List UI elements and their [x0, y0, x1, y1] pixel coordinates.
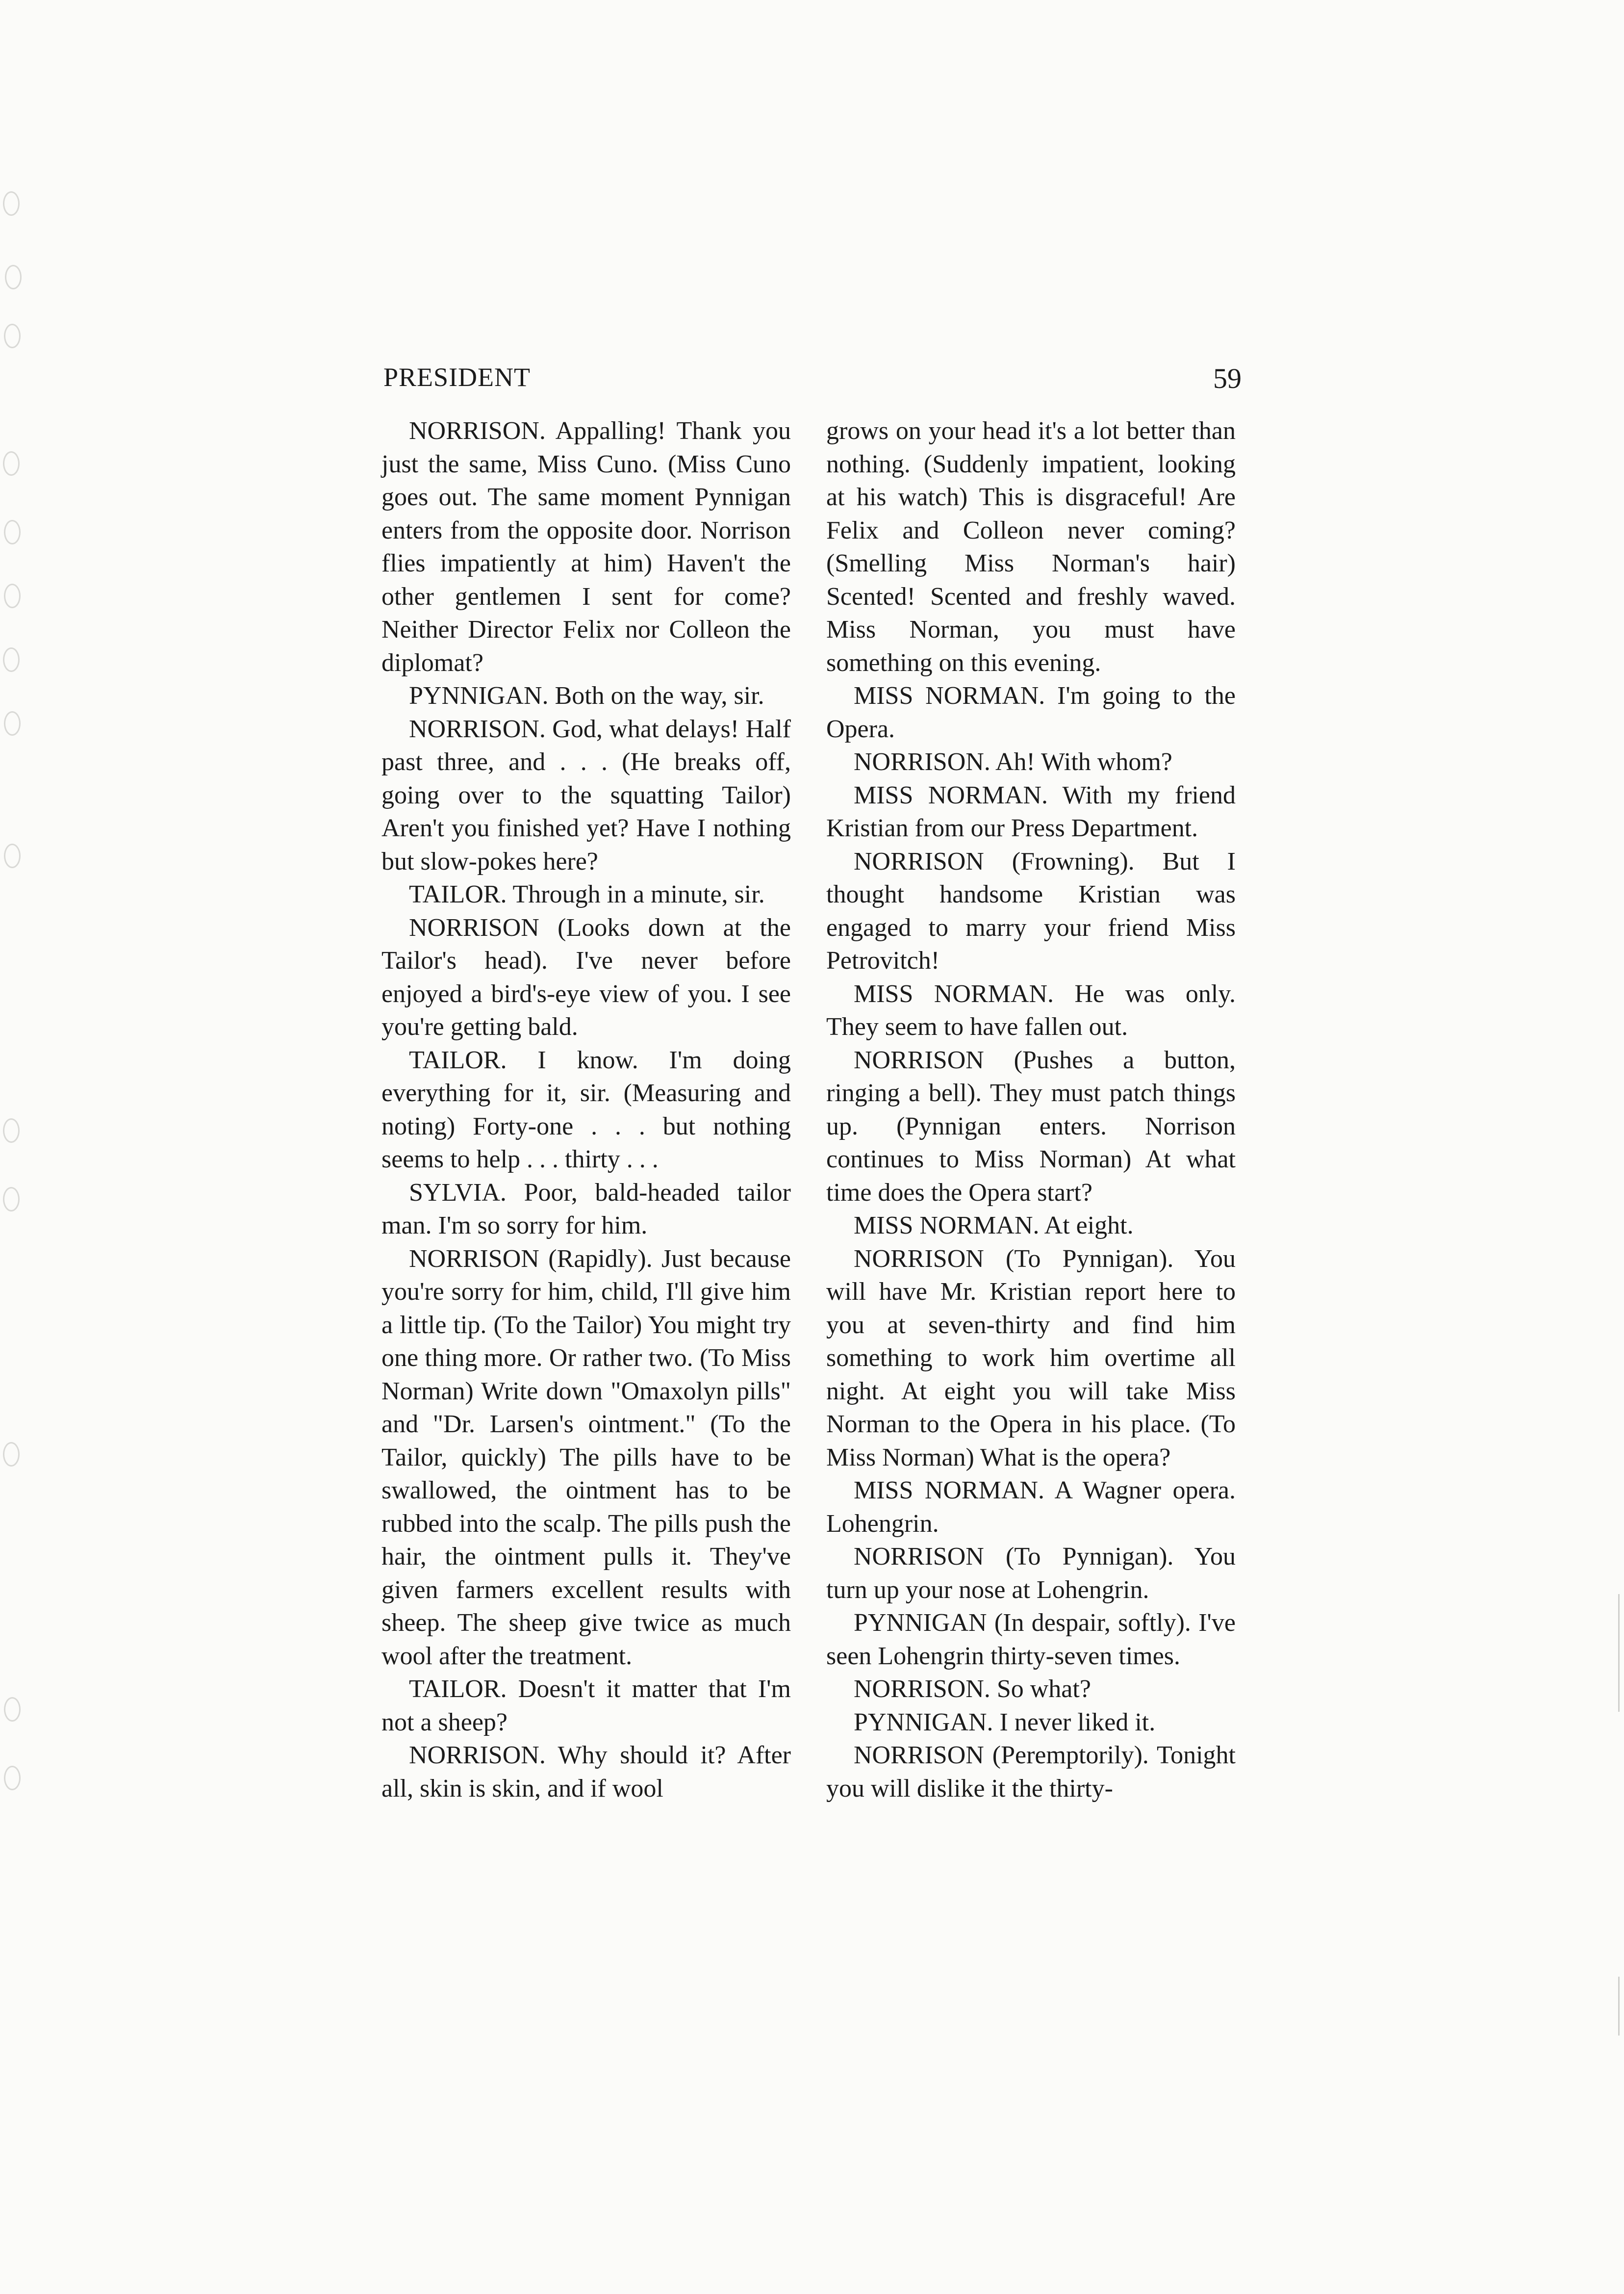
running-head-title: PRESIDENT	[383, 362, 531, 392]
page-edge-line	[1618, 1977, 1620, 2036]
binding-hole-mark	[4, 1766, 21, 1790]
binding-hole-mark	[3, 451, 20, 476]
binding-hole-mark	[4, 520, 21, 544]
paragraph: NORRISON. Why should it? After all, skin is skin, and if wool	[381, 1741, 791, 1803]
paragraph: NORRISON (Peremptorily). Tonight you will dislike it the thirty-	[826, 1741, 1236, 1803]
paragraph: SYLVIA. Poor, bald-headed tailor man. I'm so sorry for him.	[381, 1178, 791, 1239]
paragraph: NORRISON (Looks down at the Tailor's head). I've never before enjoyed a bird's-eye view of you. I see you're getting bald.	[381, 913, 791, 1041]
paragraph: MISS NORMAN. I'm going to the Opera.	[826, 682, 1236, 743]
paragraph: MISS NORMAN. With my friend Kristian from our Press Department.	[826, 781, 1236, 842]
paragraph: MISS NORMAN. A Wagner opera. Lohengrin.	[826, 1476, 1236, 1538]
paragraph: NORRISON (To Pynnigan). You turn up your nose at Lohengrin.	[826, 1543, 1236, 1604]
binding-hole-mark	[4, 844, 21, 868]
binding-hole-mark	[3, 191, 20, 216]
paragraph: NORRISON (Frowning). But I thought handsome Kristian was engaged to marry your friend Miss Petrovitch!	[826, 847, 1236, 975]
running-head	[383, 362, 1242, 401]
binding-hole-mark	[3, 1118, 20, 1143]
paragraph: NORRISON (Rapidly). Just because you're sorry for him, child, I'll give him a little tip. (To the Tailor) You might try one thing more. Or rather two. (To Miss Norman) Write down "Omaxolyn pills" and "Dr. Larsen's ointment." (To the Tailor, quickly) The pills have to be swallowed, the ointment has to be rubbed into the scalp. The pills push the hair, the ointment pulls it. They've given farmers excellent results with sheep. The sheep give twice as much wool after the treatment.	[381, 1244, 791, 1670]
paragraph: MISS NORMAN. He was only. They seem to have fallen out.	[826, 979, 1236, 1041]
binding-hole-mark	[3, 1442, 20, 1467]
paragraph: NORRISON. Appalling! Thank you just the same, Miss Cuno. (Miss Cuno goes out. The same moment Pynnigan enters from the opposite door. Norrison flies impatiently at him) Haven't the other gentlemen I sent for come? Neither Director Felix nor Colleon the diplomat?	[381, 417, 791, 677]
binding-hole-mark	[5, 265, 22, 289]
left-column	[381, 414, 791, 1805]
paragraph: NORRISON. So what?	[854, 1675, 1091, 1703]
paragraph: PYNNIGAN. I never liked it.	[854, 1708, 1156, 1736]
binding-hole-mark	[4, 584, 21, 608]
paragraph: TAILOR. Through in a minute, sir.	[409, 880, 765, 908]
paragraph: NORRISON. Ah! With whom?	[854, 748, 1172, 776]
binding-hole-mark	[4, 711, 21, 736]
paragraph: PYNNIGAN. Both on the way, sir.	[409, 682, 764, 710]
paragraph: MISS NORMAN. At eight.	[854, 1211, 1134, 1239]
binding-hole-mark	[4, 1697, 21, 1722]
paragraph: PYNNIGAN (In despair, softly). I've seen Lohengrin thirty-seven times.	[826, 1609, 1236, 1670]
binding-hole-mark	[4, 324, 21, 348]
paragraph: NORRISON. God, what delays! Half past three, and . . . (He breaks off, going over to the squatting Tailor) Aren't you finished yet? Have I nothing but slow-pokes here?	[381, 715, 791, 876]
page-edge-line	[1618, 1594, 1620, 1712]
paragraph: grows on your head it's a lot better than nothing. (Suddenly impatient, looking at his watch) This is disgraceful! Are Felix and Colleon never coming? (Smelling Miss Norman's hair) Scented! Scented and freshly waved. Miss Norman, you must have something on this evening.	[826, 417, 1236, 677]
paragraph: NORRISON (Pushes a button, ringing a bell). They must patch things up. (Pynnigan enters. Norrison continues to Miss Norman) At what time does the Opera start?	[826, 1046, 1236, 1207]
page-number: 59	[1213, 362, 1242, 394]
binding-hole-mark	[3, 1187, 20, 1211]
paragraph: NORRISON (To Pynnigan). You will have Mr. Kristian report here to you at seven-thirty and find him something to work him overtime all night. At eight you will take Miss Norman to the Opera in his place. (To Miss Norman) What is the opera?	[826, 1244, 1236, 1471]
paragraph: TAILOR. I know. I'm doing everything for it, sir. (Measuring and noting) Forty-one . . . but nothing seems to help . . . thirty . . .	[381, 1046, 791, 1173]
binding-hole-mark	[3, 647, 20, 672]
paragraph: TAILOR. Doesn't it matter that I'm not a sheep?	[381, 1675, 791, 1736]
right-column	[826, 414, 1236, 1805]
